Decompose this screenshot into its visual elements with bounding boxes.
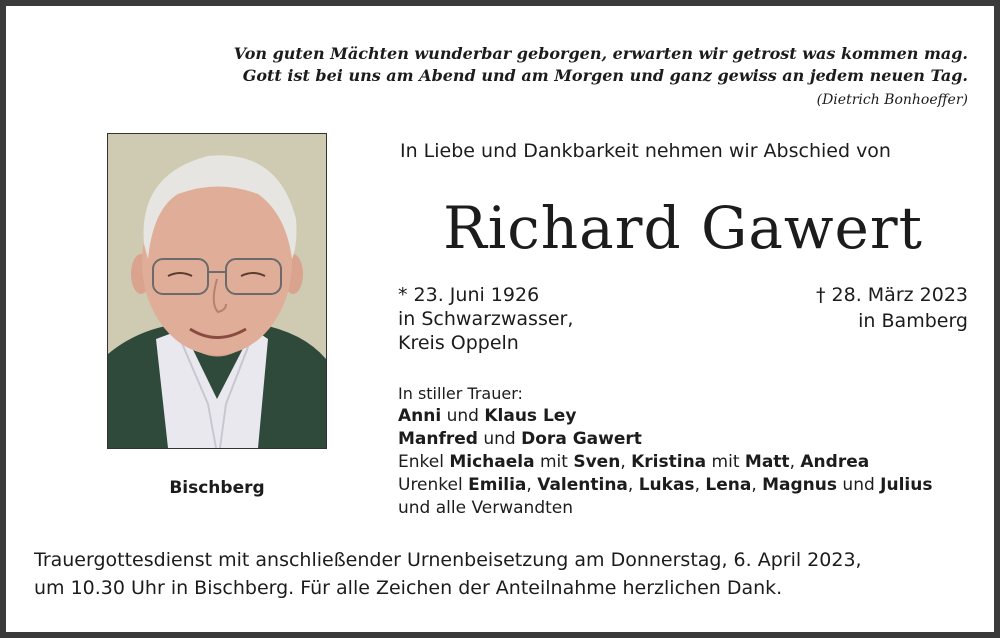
mourner-name: Emilia <box>468 475 527 495</box>
death-place: in Bamberg <box>858 310 968 332</box>
connector: und <box>837 475 881 495</box>
line-prefix: Urenkel <box>398 475 469 495</box>
connector: und <box>477 429 522 449</box>
connector: und <box>441 406 485 426</box>
mourner-name: Dora Gawert <box>521 429 642 449</box>
mourners-list <box>398 382 932 520</box>
mourner-name: Kristina <box>631 452 707 472</box>
mourner-name: Julius <box>880 475 933 495</box>
obituary-notice <box>6 6 994 632</box>
mourner-name: Magnus <box>762 475 838 495</box>
connector: , <box>789 452 801 472</box>
mourner-name: Manfred <box>398 429 478 449</box>
mourner-name: Klaus Ley <box>484 406 577 426</box>
portrait-photo <box>107 133 327 449</box>
service-line-1: Trauergottesdienst mit anschließender Urnenbeisetzung am Donnerstag, 6. April 2023, <box>34 549 862 571</box>
mourner-name: Lukas <box>638 475 695 495</box>
connector: , <box>620 452 632 472</box>
connector: , <box>526 475 538 495</box>
deceased-name: Richard Gawert <box>443 194 923 262</box>
birth-place-line-2: Kreis Oppeln <box>398 332 519 354</box>
intro-text: In Liebe und Dankbarkeit nehmen wir Abschied von <box>400 140 891 162</box>
portrait-illustration <box>108 134 326 448</box>
mourners-line <box>398 405 932 428</box>
birth-date: * 23. Juni 1926 <box>398 284 540 306</box>
mourners-line-grandchildren <box>398 451 932 474</box>
mourner-name: Anni <box>398 406 442 426</box>
birth-place-line-1: in Schwarzwasser, <box>398 308 574 330</box>
connector: , <box>627 475 639 495</box>
quote-line-1: Von guten Mächten wunderbar geborgen, erwarten wir getrost was kommen mag. <box>233 44 968 63</box>
connector: mit <box>706 452 745 472</box>
mourners-line-relatives: und alle Verwandten <box>398 498 574 518</box>
mourner-name: Michaela <box>449 452 535 472</box>
mourners-heading: In stiller Trauer: <box>398 384 523 403</box>
service-line-2: um 10.30 Uhr in Bischberg. Für alle Zeichen der Anteilnahme herzlichen Dank. <box>34 577 783 599</box>
mourner-name: Sven <box>573 452 621 472</box>
mourner-name: Lena <box>705 475 752 495</box>
connector: , <box>751 475 763 495</box>
mourners-line <box>398 428 932 451</box>
mourner-name: Matt <box>744 452 790 472</box>
mourners-line-great-grandchildren <box>398 474 932 497</box>
connector: mit <box>534 452 574 472</box>
line-prefix: Enkel <box>398 452 450 472</box>
mourner-name: Valentina <box>537 475 628 495</box>
mourner-name: Andrea <box>800 452 870 472</box>
photo-caption-location: Bischberg <box>169 478 265 498</box>
quote-line-2: Gott ist bei uns am Abend und am Morgen und ganz gewiss an jedem neuen Tag. <box>242 66 968 85</box>
quote-author: (Dietrich Bonhoeffer) <box>816 92 968 108</box>
connector: , <box>694 475 706 495</box>
funeral-service-info <box>34 546 862 602</box>
death-date: † 28. März 2023 <box>815 284 968 306</box>
